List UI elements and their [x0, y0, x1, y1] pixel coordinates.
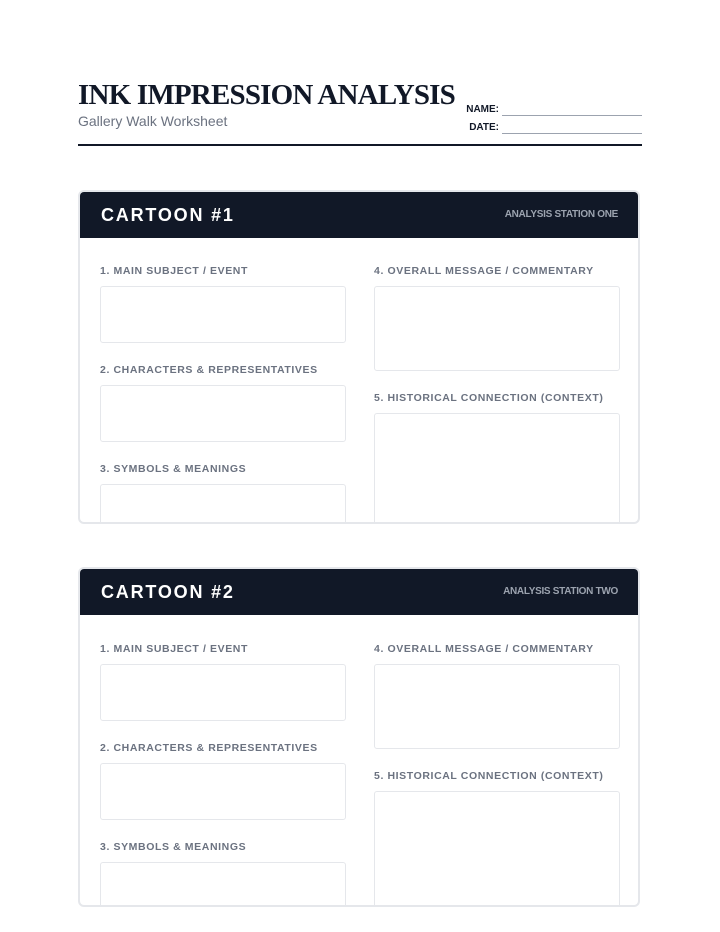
name-row — [460, 98, 642, 116]
question-label: 5. HISTORICAL CONNECTION (CONTEXT) — [374, 392, 604, 404]
question-label: 4. OVERALL MESSAGE / COMMENTARY — [374, 265, 594, 277]
page-title: INK IMPRESSION ANALYSIS — [78, 79, 455, 111]
date-row — [460, 116, 642, 134]
historical-connection-answer-box[interactable] — [374, 413, 620, 524]
overall-message-answer-box[interactable] — [374, 664, 620, 749]
station-label: ANALYSIS STATION ONE — [504, 209, 618, 220]
card-title: CARTOON #2 — [101, 582, 235, 602]
symbols-answer-box[interactable] — [100, 862, 346, 907]
question-label: 1. MAIN SUBJECT / EVENT — [100, 643, 248, 655]
characters-answer-box[interactable] — [100, 385, 346, 442]
worksheet-header — [78, 78, 642, 146]
historical-connection-answer-box[interactable] — [374, 791, 620, 907]
card-title: CARTOON #1 — [101, 205, 235, 225]
question-label: 2. CHARACTERS & REPRESENTATIVES — [100, 742, 318, 754]
question-label: 1. MAIN SUBJECT / EVENT — [100, 265, 248, 277]
card-header — [80, 569, 638, 615]
page-subtitle: Gallery Walk Worksheet — [78, 113, 228, 129]
main-subject-answer-box[interactable] — [100, 286, 346, 343]
cartoon-card-2 — [78, 567, 640, 907]
characters-answer-box[interactable] — [100, 763, 346, 820]
date-label: DATE: — [469, 122, 499, 133]
symbols-answer-box[interactable] — [100, 484, 346, 524]
name-label: NAME: — [466, 104, 499, 115]
station-label: ANALYSIS STATION TWO — [503, 586, 618, 597]
main-subject-answer-box[interactable] — [100, 664, 346, 721]
question-label: 2. CHARACTERS & REPRESENTATIVES — [100, 364, 318, 376]
name-line[interactable] — [502, 105, 642, 116]
cartoon-card-1 — [78, 190, 640, 524]
question-label: 5. HISTORICAL CONNECTION (CONTEXT) — [374, 770, 604, 782]
overall-message-answer-box[interactable] — [374, 286, 620, 371]
date-line[interactable] — [502, 123, 642, 134]
question-label: 3. SYMBOLS & MEANINGS — [100, 463, 247, 475]
question-label: 3. SYMBOLS & MEANINGS — [100, 841, 247, 853]
question-label: 4. OVERALL MESSAGE / COMMENTARY — [374, 643, 594, 655]
student-info — [460, 98, 642, 134]
card-header — [80, 192, 638, 238]
